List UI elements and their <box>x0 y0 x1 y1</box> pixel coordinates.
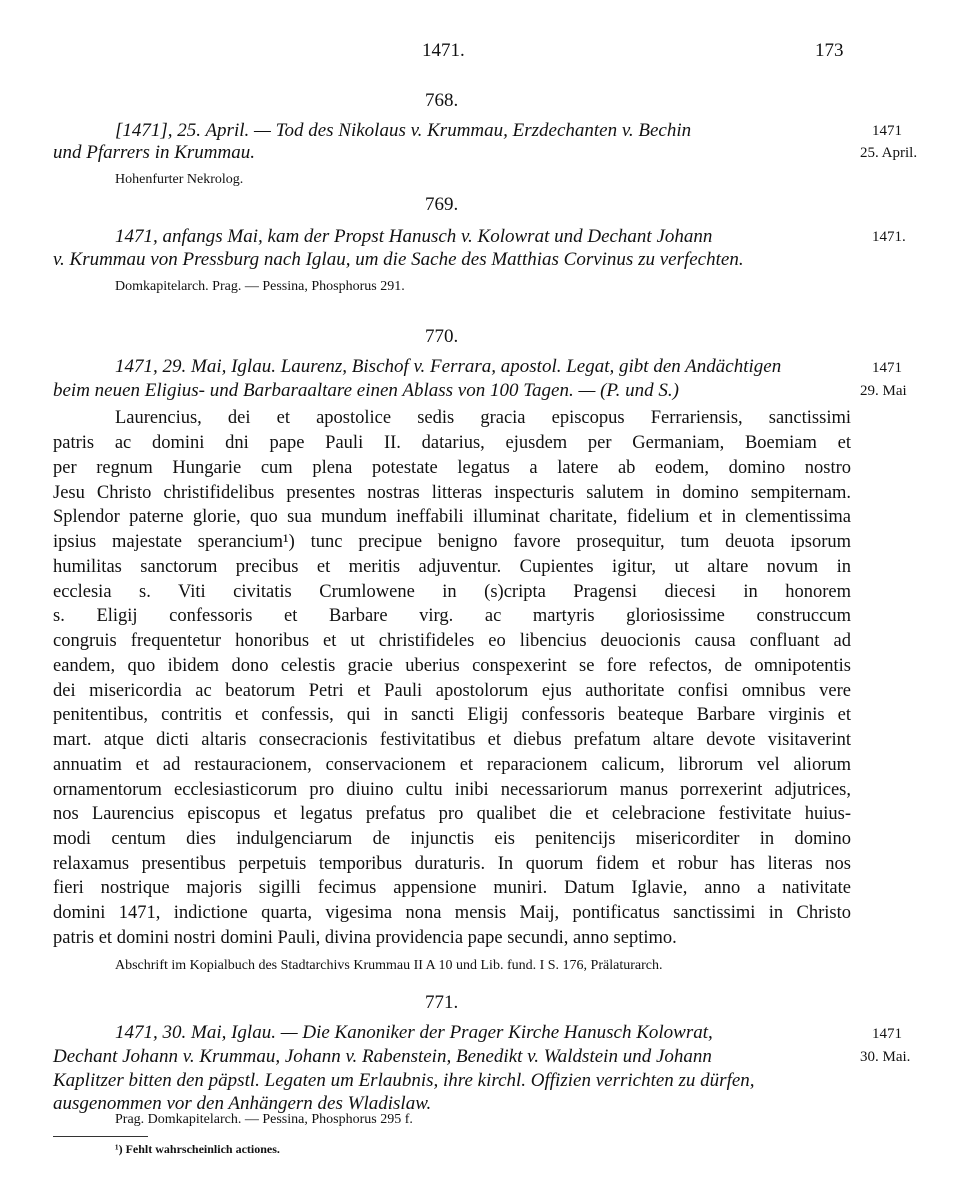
body-line: patris et domini nostri domini Pauli, divina providencia pape secundi, anno septimo. <box>53 928 677 948</box>
entry-number: 768. <box>425 90 459 111</box>
body-line: Jesu Christo christifidelibus presentes nostras litteras inspecturis salutem in domino sempiternam. <box>53 483 851 503</box>
entry-heading-line: v. Krummau von Pressburg nach Iglau, um die Sache des Matthias Corvinus zu verfechten. <box>53 249 744 270</box>
entry-heading-line: beim neuen Eligius- und Barbaraaltare einen Ablass von 100 Tagen. — (P. und S.) <box>53 380 679 401</box>
margin-date: 1471. <box>872 229 906 245</box>
entry-source: Hohenfurter Nekrolog. <box>115 172 244 187</box>
entry-heading-line: und Pfarrers in Krummau. <box>53 142 255 163</box>
body-line: modi centum dies indulgenciarum de injunctis eis penitencijs misericorditer in domino <box>53 829 851 849</box>
body-line: patris ac domini dni pape Pauli II. datarius, ejusdem per Germaniam, Boemiam et <box>53 433 851 453</box>
margin-date: 29. Mai <box>860 383 907 399</box>
margin-date: 30. Mai. <box>860 1049 911 1065</box>
entry-heading-line: 1471, 30. Mai, Iglau. — Die Kanoniker der Prager Kirche Hanusch Kolowrat, <box>115 1022 713 1043</box>
page-number: 173 <box>815 40 844 61</box>
margin-date: 1471 <box>872 123 902 139</box>
margin-date: 25. April. <box>860 145 918 161</box>
body-line: fieri nostrique majoris sigilli fecimus appensione muniri. Datum Iglavie, anno a nativitate <box>53 878 851 898</box>
body-line: penitentibus, contritis et confessis, qui in sancti Eligij confessoris beateque Barbare virginis et <box>53 705 851 725</box>
body-line: domini 1471, indictione quarta, vigesima nona mensis Maij, pontificatus sanctissimi in Christo <box>53 903 851 923</box>
entry-heading-line: [1471], 25. April. — Tod des Nikolaus v. Krummau, Erzdechanten v. Bechin <box>115 120 692 141</box>
entry-number: 769. <box>425 194 459 215</box>
margin-date: 1471 <box>872 1026 902 1042</box>
entry-source: Prag. Domkapitelarch. — Pessina, Phosphorus 295 f. <box>115 1112 413 1127</box>
entry-source: Abschrift im Kopialbuch des Stadtarchivs Krummau II A 10 und Lib. fund. I S. 176, Prälaturarch. <box>115 958 663 973</box>
body-line: annuatim et ad restauracionem, conservacionem et reparacionem calicum, librorum vel aliorum <box>53 755 851 775</box>
body-line: nos Laurencius episcopus et legatus prefatus pro qualibet die et celebracione festivitate huius- <box>53 804 851 824</box>
entry-number: 770. <box>425 326 459 347</box>
entry-heading-line: Dechant Johann v. Krummau, Johann v. Rabenstein, Benedikt v. Waldstein und Johann <box>53 1046 712 1067</box>
body-line: ipsius majestate sperancium¹) tunc precipue benigno favore prosequitur, tum deuota ipsorum <box>53 532 851 552</box>
footnote-rule <box>53 1136 148 1137</box>
entry-heading-line: Kaplitzer bitten den päpstl. Legaten um Erlaubnis, ihre kirchl. Offizien verrichten zu dürfen, <box>53 1070 755 1091</box>
entry-heading-line: 1471, anfangs Mai, kam der Propst Hanusch v. Kolowrat und Dechant Johann <box>115 226 713 247</box>
entry-heading-line: 1471, 29. Mai, Iglau. Laurenz, Bischof v. Ferrara, apostol. Legat, gibt den Andächtigen <box>115 356 782 377</box>
body-line: per regnum Hungarie cum plena potestate legatus a latere ab eodem, domino nostro <box>53 458 851 478</box>
entry-number: 771. <box>425 992 459 1013</box>
body-line: Laurencius, dei et apostolice sedis gracia episcopus Ferrariensis, sanctissimi <box>115 408 851 428</box>
body-line: congruis frequentetur honoribus et ut christifideles eo libencius deuocionis causa confluant ad <box>53 631 851 651</box>
body-line: eandem, quo ibidem dono celestis gracie uberius conspexerint se fore refectos, de omnipotentis <box>53 656 851 676</box>
body-line: Splendor paterne glorie, quo sua mundum ineffabili illuminat charitate, fidelium et in clementissima <box>53 507 851 527</box>
running-head-year: 1471. <box>422 40 465 61</box>
body-line: humilitas sanctorum precibus et meritis adjuventur. Cupientes igitur, ut altare novum in <box>53 557 851 577</box>
footnote: ¹) Fehlt wahrscheinlich actiones. <box>115 1142 280 1156</box>
entry-source: Domkapitelarch. Prag. — Pessina, Phosphorus 291. <box>115 279 405 294</box>
entry-heading-line: ausgenommen vor den Anhängern des Wladislaw. <box>53 1093 432 1114</box>
body-line: dei misericordia ac beatorum Petri et Pauli apostolorum ejus authoritate confisi omnibus vere <box>53 681 851 701</box>
body-line: mart. atque dicti altaris consecracionis festivitatibus et diebus prefatum altare devote visitaverint <box>53 730 851 750</box>
body-line: relaxamus presentibus perpetuis temporibus duraturis. In quorum fidem et robur has literas nos <box>53 854 851 874</box>
margin-date: 1471 <box>872 360 902 376</box>
body-line: s. Eligij confessoris et Barbare virg. ac martyris gloriosissime construccum <box>53 606 851 626</box>
body-line: ornamentorum ecclesiasticorum pro diuino cultu inibi necessariorum manus porrexerint adjutrices, <box>53 780 851 800</box>
body-line: ecclesia s. Viti civitatis Crumlowene in (s)cripta Pragensi diecesi in honorem <box>53 582 851 602</box>
